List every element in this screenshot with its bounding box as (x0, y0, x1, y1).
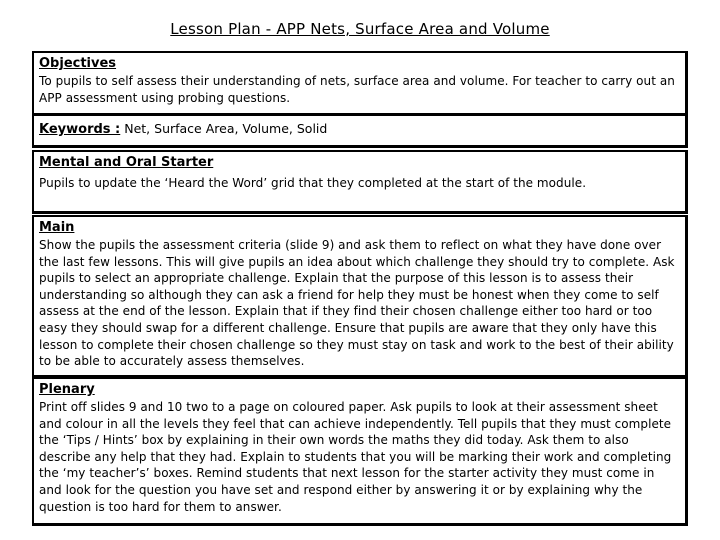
objectives-text: To pupils to self assess their understanding of nets, surface area and volume. For teacher to carry out an APP assessment using probing questions. (39, 74, 675, 105)
keywords-section (32, 114, 688, 148)
keywords-text: Net, Surface Area, Volume, Solid (120, 121, 328, 136)
page-title: Lesson Plan - APP Nets, Surface Area and Volume (170, 20, 550, 38)
main-section (32, 215, 688, 378)
starter-text: Pupils to update the ‘Heard the Word’ grid that they completed at the start of the module. (39, 176, 587, 190)
starter-heading: Mental and Oral Starter (39, 155, 214, 170)
keywords-heading: Keywords : (39, 122, 121, 137)
main-heading: Main (39, 220, 75, 235)
objectives-heading: Objectives (39, 56, 117, 71)
starter-section (32, 150, 688, 214)
plenary-section (32, 377, 688, 526)
main-text: Show the pupils the assessment criteria (slide 9) and ask them to reflect on what they have done over the last few lessons. This will give pupils an idea about which challenge they should try to complete. Ask pupils to select an appropriate challenge. Explain that the purpose of this lesson is to assess their understanding so although they can ask a friend for help they must be honest when they come to self assess at the end of the lesson. Explain that if they find their chosen challenge either too hard or too easy they should swap for a different challenge. Ensure that pupils are aware that they only have this lesson to complete their chosen challenge so they must stay on task and work to the best of their ability to be able to accurately assess themselves. (39, 238, 675, 369)
plenary-heading: Plenary (39, 382, 95, 397)
plenary-text: Print off slides 9 and 10 two to a page on coloured paper. Ask pupils to look at their assessment sheet and colour in all the levels they feel that can achieve independently. Tell pupils that they must complete the ‘Tips / Hints’ box by explaining in their own words the maths they did today. Ask them to also describe any help that they had. Explain to students that you will be marking their work and completing the ‘my teacher’s’ boxes. Remind students that next lesson for the starter activity they must come in and look for the question you have set and respond either by answering it or by explaining why the question is too hard for them to answer. (39, 400, 672, 514)
objectives-section (32, 51, 688, 116)
keywords-row (39, 120, 680, 139)
